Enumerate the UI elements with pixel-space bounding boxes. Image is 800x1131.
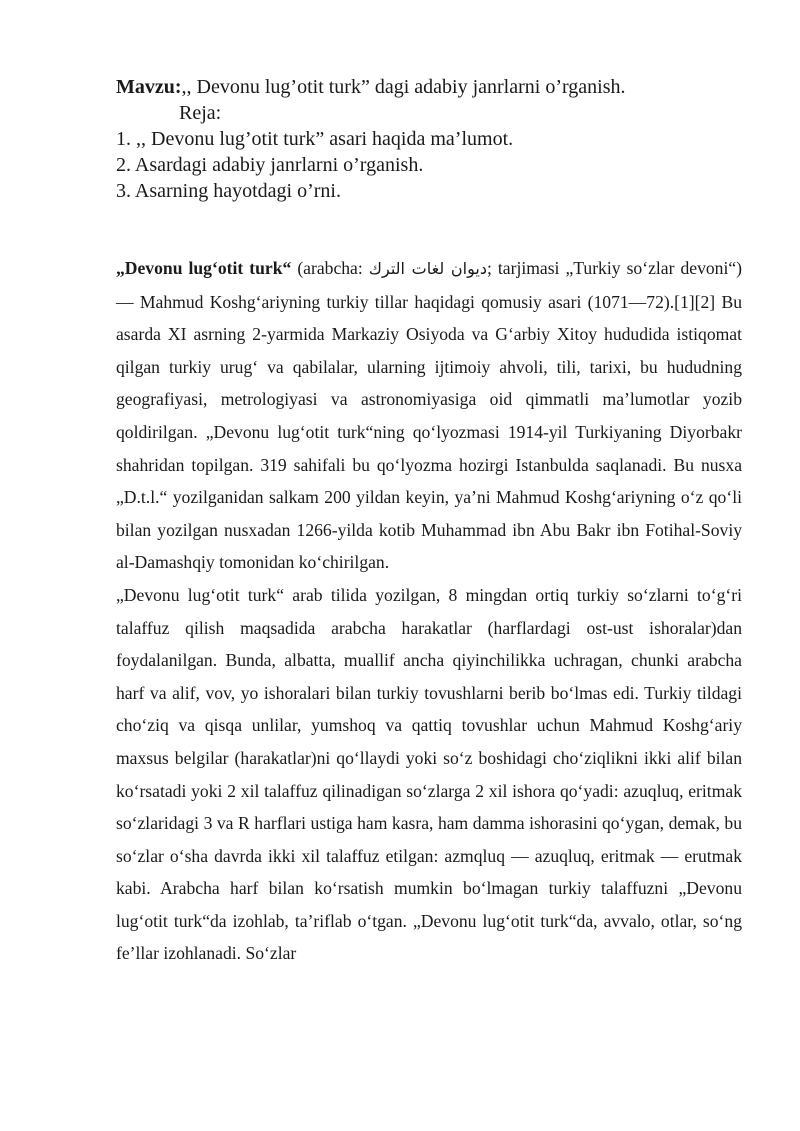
- topic-line: [116, 74, 756, 100]
- plan-heading: Reja:: [179, 102, 222, 124]
- plan-item: 3. Asarning hayotdagi o’rni.: [116, 180, 341, 202]
- topic-text: ,, Devonu lug’otit turk” dagi adabiy janrlarni o’rganish.: [181, 76, 626, 98]
- plan-item: 1. ,, Devonu lug’otit turk” asari haqida ma’lumot.: [116, 128, 514, 150]
- book-title: „Devonu lug‘otit turk“: [116, 258, 292, 278]
- plan-item: 2. Asardagi adabiy janrlarni o’rganish.: [116, 154, 424, 176]
- lesson-header: [116, 74, 756, 204]
- paragraph: „Devonu lug‘otit turk“ arab tilida yozilgan, 8 mingdan ortiq turkiy so‘zlarni to‘g‘ri talaffuz qilish maqsadida arabcha harakatlar (harflardagi ost-ust ishoralar)dan foydalanilgan. Bunda, albatta, muallif ancha qiyinchilikka uchragan, chunki arabcha harf va alif, vov, yo ishoralari bilan turkiy tovushlarni berib bo‘lmas edi. Turkiy tildagi cho‘ziq va qisqa unlilar, yumshoq va qattiq tovushlar uchun Mahmud Koshg‘ariy maxsus belgilar (harakatlar)ni qo‘llaydi yoki so‘z boshidagi cho‘ziqlikni ikki alif bilan ko‘rsatadi yoki 2 xil talaffuz qilinadigan so‘zlarga 2 xil ishora qo‘yadi: azuqluq, eritmak so‘zlaridagi 3 va R harflari ustiga ham kasra, ham damma ishorasini qo‘ygan, demak, bu so‘zlar o‘sha davrda ikki xil talaffuz etilgan: azmqluq — azuqluq, eritmak — erutmak kabi. Arabcha harf bilan ko‘rsatish mumkin bo‘lmagan turkiy talaffuzni „Devonu lug‘otit turk“da izohlab, ta’riflab o‘tgan. „Devonu lug‘otit turk“da, avvalo, otlar, so‘ng fe’llar izohlanadi. So‘zlar: [116, 584, 742, 964]
- body-text: [116, 252, 742, 970]
- paragraph-text: ; tarjimasi „Turkiy so‘zlar devoni“) — Mahmud Koshg‘ariyning turkiy tillar haqidagi qomusiy asari (1071—72).[1][2] Bu asarda XI asrning 2-yarmida Markaziy Osiyoda va G‘arbiy Xitoy hududida istiqomat qilgan turkiy urug‘ va qabilalar, ularning ijtimoiy ahvoli, tili, tarixi, bu hududning geografiyasi, metrologiyasi va astronomiyasiga oid qimmatli ma’lumotlar yozib qoldirilgan. „Devonu lug‘otit turk“ning qo‘lyozmasi 1914-yil Turkiyaning Diyorbakr shahridan topilgan. 319 sahifali bu qo‘lyozma hozirgi Istanbulda saqlanadi. Bu nusxa „D.t.l.“ yozilganidan salkam 200 yildan keyin, ya’ni Mahmud Koshg‘ariyning o‘z qo‘li bilan yozilgan nusxadan 1266-yilda kotib Muhammad ibn Abu Bakr ibn Fotihal-Soviy al-Damashqiy tomonidan ko‘chirilgan.: [116, 258, 743, 573]
- paragraph: [116, 252, 742, 579]
- arabic-prefix: (arabcha:: [291, 258, 369, 278]
- arabic-title: ديوان لغات الترك: [368, 259, 487, 278]
- topic-label: Mavzu:: [116, 76, 182, 98]
